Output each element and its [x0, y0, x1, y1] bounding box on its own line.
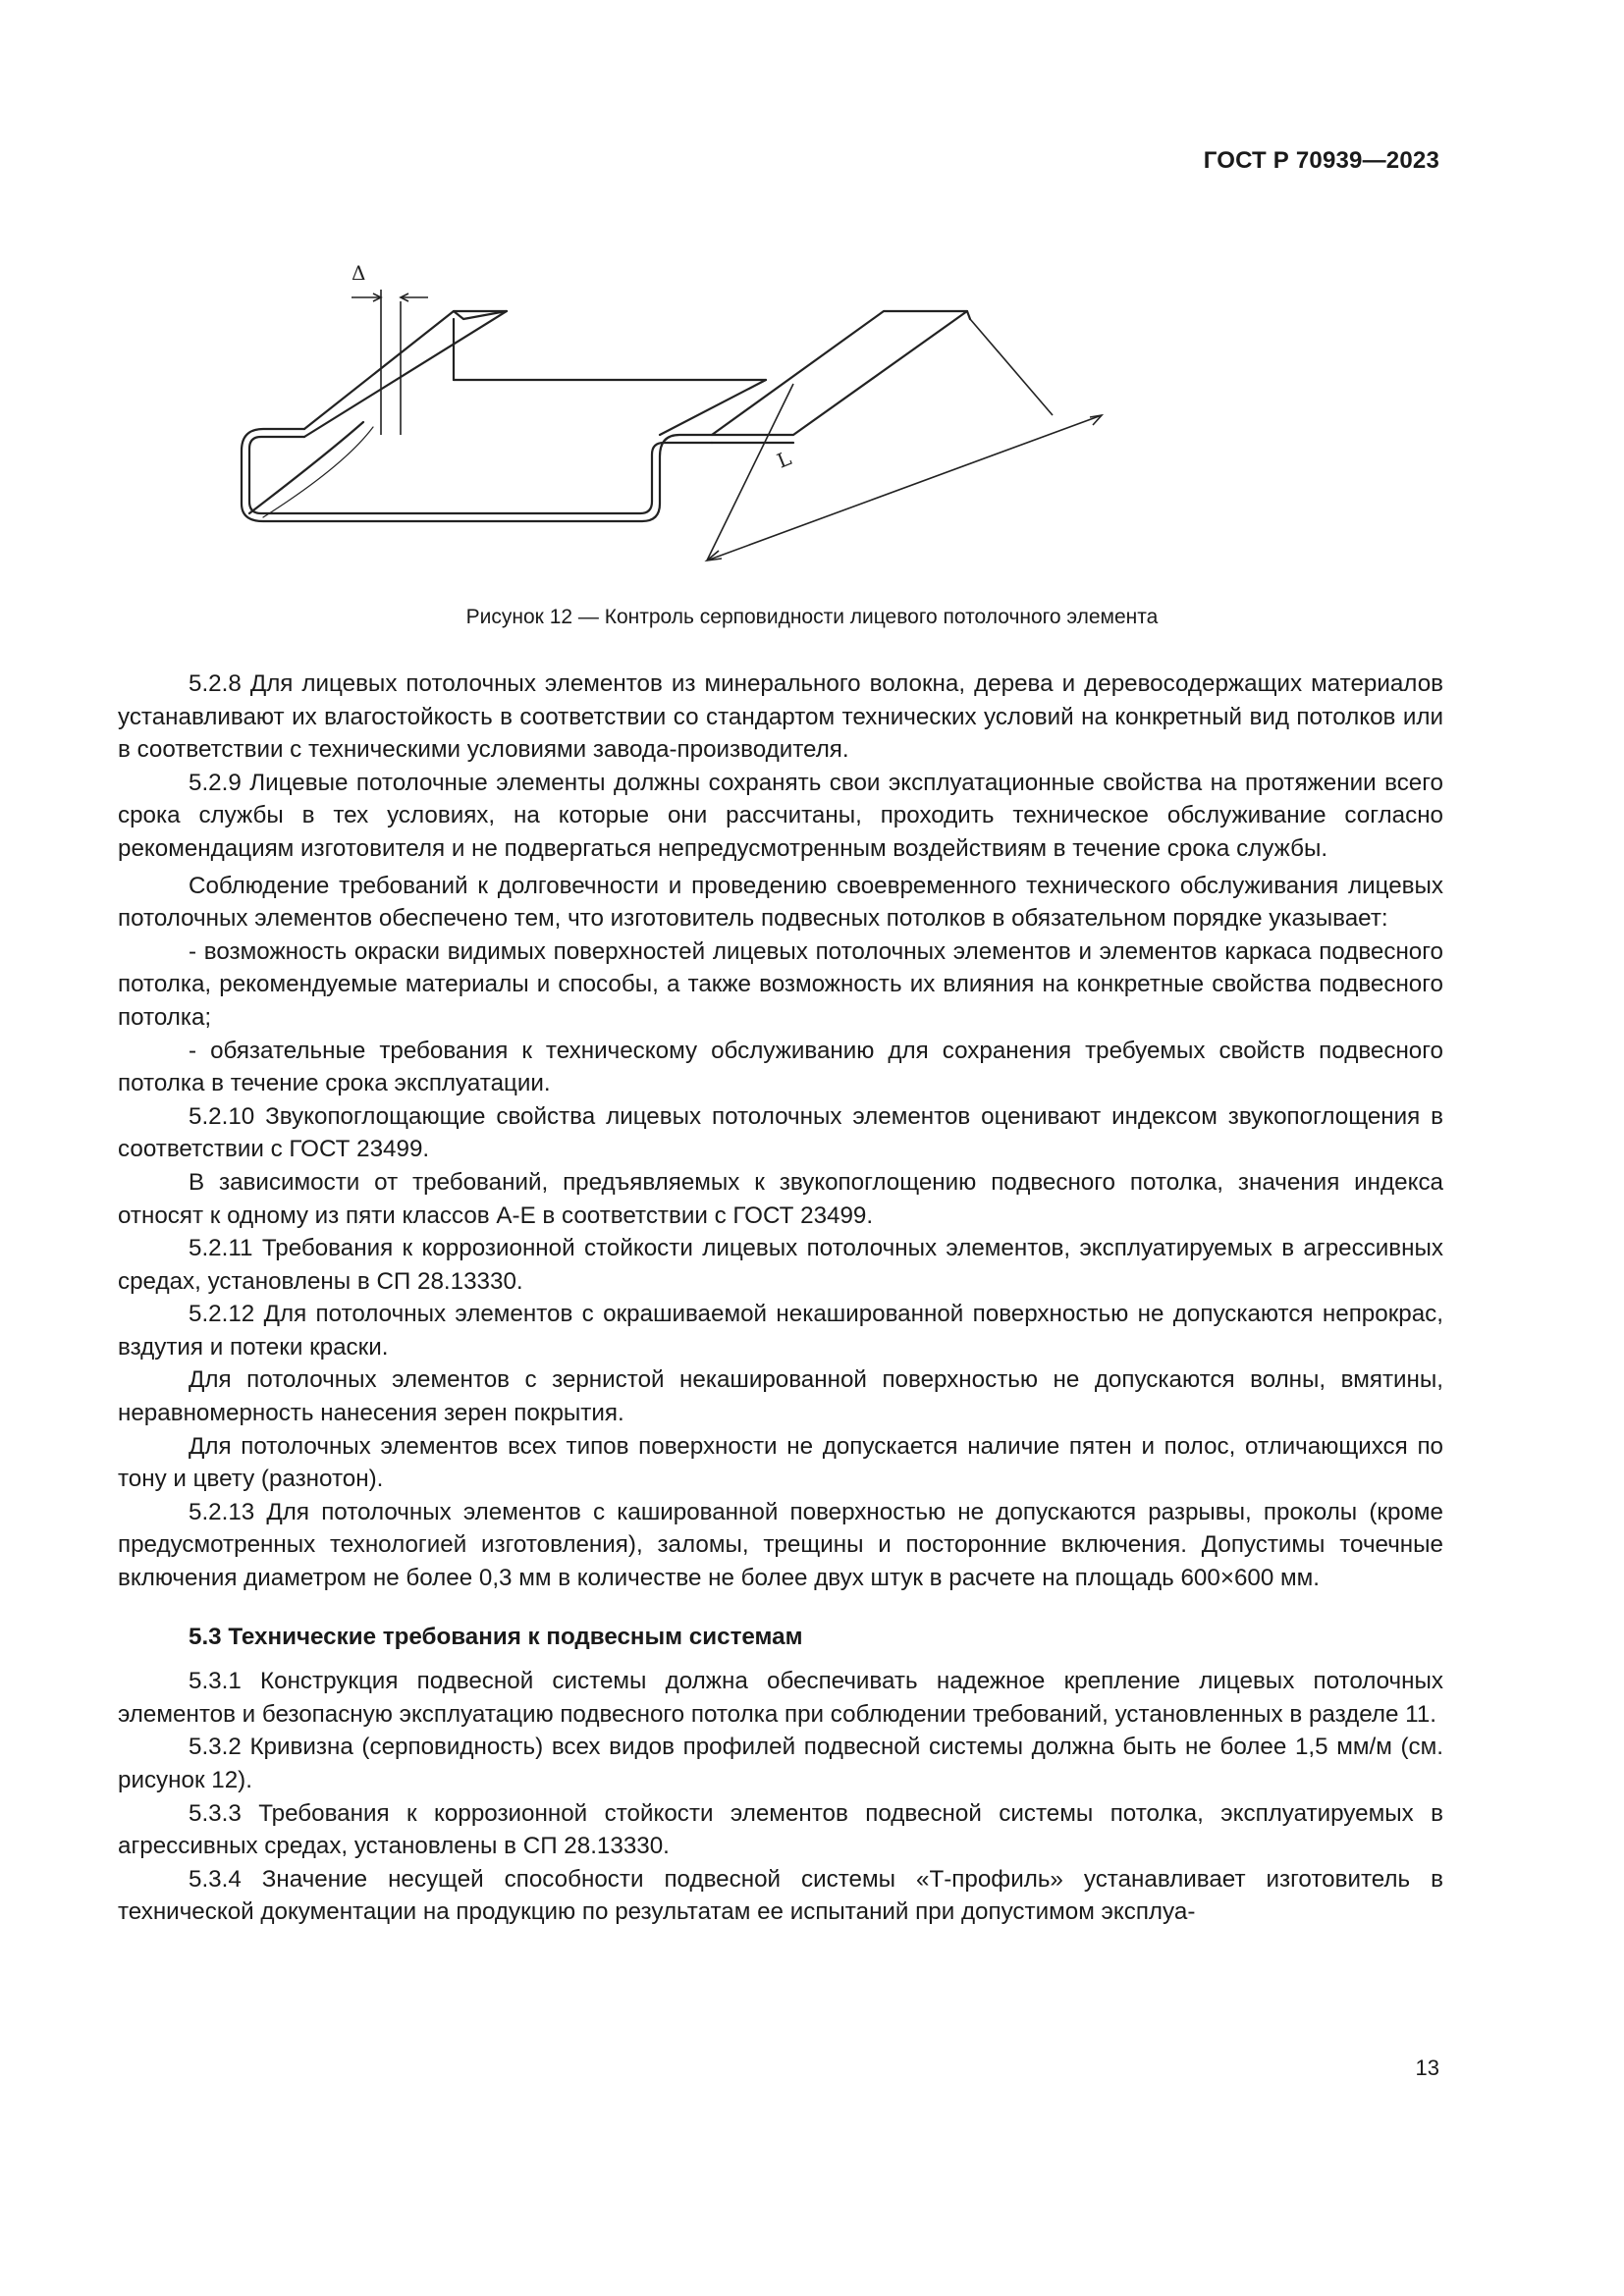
page-number: 13 — [1415, 2056, 1439, 2080]
profile-drawing — [236, 250, 1335, 574]
document-header: ГОСТ Р 70939—2023 — [1203, 147, 1439, 174]
paragraph-5-2-12: 5.2.12 Для потолочных элементов с окрашиваемой некашированной поверхностью не допускаются непрокрас, вздутия и потеки краски. — [118, 1301, 1443, 1361]
paragraph-5-2-9: 5.2.9 Лицевые потолочные элементы должны сохранять свои эксплуатационные свойства на протяжении всего срока службы в тех условиях, на которые они рассчитаны, проходить техническое обслуживание согласно рекомендациям изготовителя и не подвергаться непредусмотренным воздействиям в течение срока службы. — [118, 769, 1443, 862]
delta-label: Δ — [352, 261, 366, 285]
list-item: - обязательные требования к техническому обслуживанию для сохранения требуемых свойств подвесного потолка в течение срока эксплуатации. — [118, 1037, 1443, 1097]
paragraph-5-2-8: 5.2.8 Для лицевых потолочных элементов из минерального волокна, дерева и деревосодержащих материалов устанавливают их влагостойкость в соответствии со стандартом технических условий на конкретный вид потолков или в соответствии с техническими условиями завода-производителя. — [118, 670, 1443, 764]
list-item: - возможность окраски видимых поверхностей лицевых потолочных элементов и элементов каркаса подвесного потолка, рекомендуемые материалы и способы, а также возможность их влияния на конкретные свойства подвесного потолка; — [118, 937, 1443, 1031]
profile-section — [249, 437, 712, 513]
paragraph: Соблюдение требований к долговечности и проведению своевременного технического обслуживания лицевых потолочных элементов обеспечено тем, что изготовитель подвесных потолков в обязательном порядке указывает: — [118, 872, 1443, 933]
paragraph-5-3-2: 5.3.2 Кривизна (серповидность) всех видов профилей подвесной системы должна быть не более 1,5 мм/м (см. рисунок 12). — [118, 1734, 1443, 1793]
figure-caption: Рисунок 12 — Контроль серповидности лицевого потолочного элемента — [465, 606, 1159, 628]
length-dimension-line — [707, 415, 1102, 561]
length-extension-2 — [970, 319, 1053, 415]
paragraph-5-2-13: 5.2.13 Для потолочных элементов с кашированной поверхностью не допускаются разрывы, проколы (кроме предусмотренных технологией изготовления), заломы, трещины и посторонние включения. Допустимы точечные включения диаметром не более 0,3 мм в количестве не более двух штук в расчете на площадь 600×600 мм. — [118, 1498, 1443, 1592]
length-label: L — [773, 446, 795, 473]
figure-12 — [236, 250, 1335, 574]
section-title-5-3: 5.3 Технические требования к подвесным системам — [189, 1623, 803, 1650]
paragraph: В зависимости от требований, предъявляемых к звукопоглощению подвесного потолка, значения индекса относят к одному из пяти классов А-Е в соответствии с ГОСТ 23499. — [118, 1168, 1443, 1229]
paragraph-5-3-1: 5.3.1 Конструкция подвесной системы должна обеспечивать надежное крепление лицевых потолочных элементов и безопасную эксплуатацию подвесного потолка при соблюдении требований, установленных в разделе 11. — [118, 1668, 1443, 1728]
profile-section-inner — [242, 429, 712, 521]
paragraph-5-2-10: 5.2.10 Звукопоглощающие свойства лицевых потолочных элементов оценивают индексом звукопоглощения в соответствии с ГОСТ 23499. — [118, 1102, 1443, 1163]
paragraph-5-3-3: 5.3.3 Требования к коррозионной стойкости элементов подвесной системы потолка, эксплуатируемых в агрессивных средах, установлены в СП 28.13330. — [118, 1799, 1443, 1860]
left-flange — [304, 311, 507, 437]
body-text — [118, 667, 1443, 1929]
paragraph: Для потолочных элементов всех типов поверхности не допускается наличие пятен и полос, отличающихся по тону и цвету (разнотон). — [118, 1432, 1443, 1493]
paragraph-5-2-11: 5.2.11 Требования к коррозионной стойкости лицевых потолочных элементов, эксплуатируемых в агрессивных средах, установлены в СП 28.13330. — [118, 1235, 1443, 1295]
paragraph: Для потолочных элементов с зернистой некашированной поверхностью не допускаются волны, вмятины, неравномерность нанесения зерен покрытия. — [118, 1366, 1443, 1427]
right-flange — [712, 311, 967, 435]
paragraph-5-3-4: 5.3.4 Значение несущей способности подвесной системы «Т-профиль» устанавливает изготовитель в технической документации на продукцию по результатам ее испытаний при допустимом эксплуа- — [118, 1865, 1443, 1926]
